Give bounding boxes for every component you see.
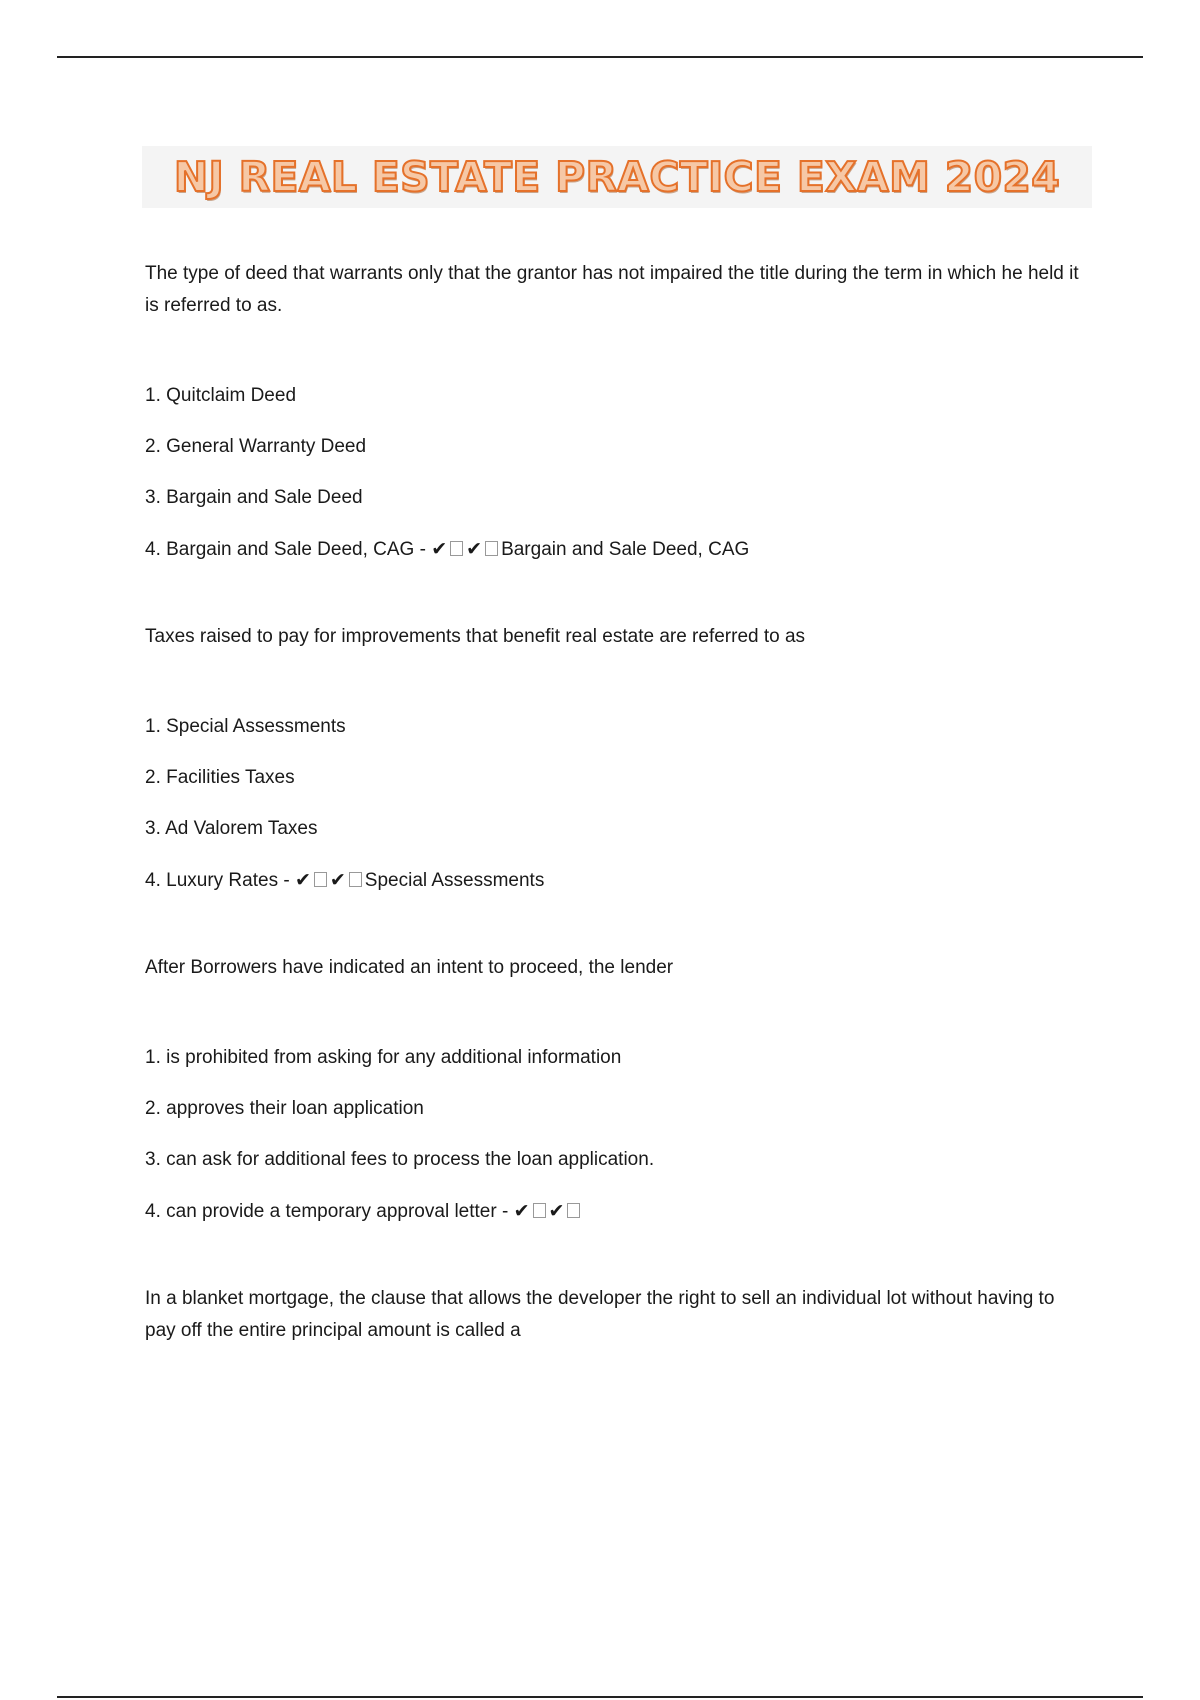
question-1 — [145, 258, 1085, 322]
answer-option: 1. is prohibited from asking for any additional information — [145, 1047, 622, 1068]
answer-option: 3. Ad Valorem Taxes — [145, 818, 318, 839]
question-prompt: The type of deed that warrants only that the grantor has not impaired the title during the term in which he held it is referred to as. — [145, 263, 1079, 316]
correct-answer: Special Assessments — [364, 870, 545, 891]
check-mark-icon: ✔ — [548, 1200, 565, 1222]
empty-box-icon — [567, 1203, 580, 1218]
empty-box-icon — [349, 872, 362, 887]
question-4 — [145, 1283, 1085, 1347]
answer-option-with-key — [145, 864, 1085, 897]
document-title: NJ REAL ESTATE PRACTICE EXAM 2024 — [173, 153, 1061, 201]
title-banner — [142, 146, 1092, 208]
question-3 — [145, 952, 1085, 984]
answer-option-with-key — [145, 1195, 1085, 1228]
answer-option: 2. approves their loan application — [145, 1098, 424, 1119]
question-2 — [145, 621, 1085, 653]
exam-content — [145, 258, 1085, 1405]
answer-option: 3. Bargain and Sale Deed — [145, 487, 363, 508]
answer-option-label: 4. Bargain and Sale Deed, CAG - — [145, 539, 432, 560]
check-mark-icon: ✔ — [513, 1200, 530, 1222]
answer-option: 3. can ask for additional fees to process the loan application. — [145, 1149, 655, 1170]
bottom-rule — [57, 1696, 1143, 1698]
empty-box-icon — [533, 1203, 546, 1218]
check-mark-icon: ✔ — [466, 538, 483, 560]
answer-options-2 — [145, 711, 1085, 897]
answer-option: 2. General Warranty Deed — [145, 436, 367, 457]
question-prompt: After Borrowers have indicated an intent to proceed, the lender — [145, 957, 674, 978]
answer-option: 1. Special Assessments — [145, 716, 346, 737]
answer-option: 1. Quitclaim Deed — [145, 385, 297, 406]
answer-option-label: 4. Luxury Rates - — [145, 870, 295, 891]
answer-options-1 — [145, 380, 1085, 566]
check-mark-icon: ✔ — [329, 869, 346, 891]
correct-answer: Bargain and Sale Deed, CAG — [501, 539, 750, 560]
answer-options-3 — [145, 1042, 1085, 1228]
answer-option-label: 4. can provide a temporary approval letter - — [145, 1201, 514, 1222]
top-rule — [57, 56, 1143, 58]
empty-box-icon — [314, 872, 327, 887]
question-prompt: Taxes raised to pay for improvements that benefit real estate are referred to as — [145, 626, 806, 647]
answer-option-with-key — [145, 533, 1085, 566]
empty-box-icon — [485, 541, 498, 556]
answer-option: 2. Facilities Taxes — [145, 767, 295, 788]
question-prompt: In a blanket mortgage, the clause that allows the developer the right to sell an individual lot without having to pay off the entire principal amount is called a — [145, 1288, 1055, 1341]
check-mark-icon: ✔ — [294, 869, 311, 891]
check-mark-icon: ✔ — [431, 538, 448, 560]
empty-box-icon — [450, 541, 463, 556]
